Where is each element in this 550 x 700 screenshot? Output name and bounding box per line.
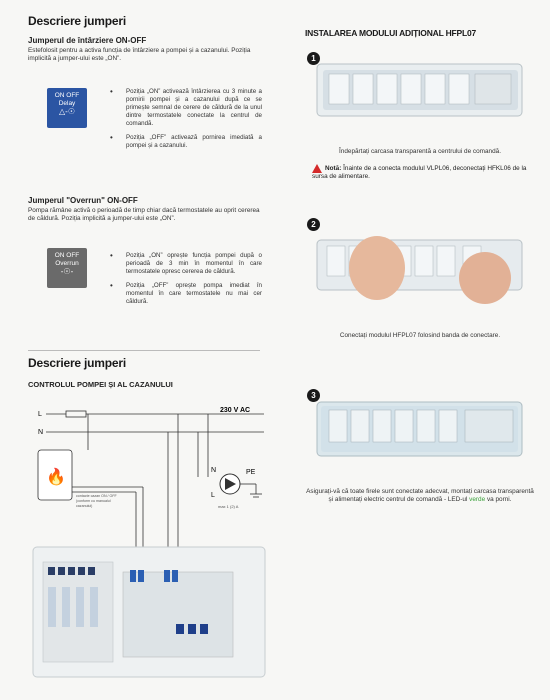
diagram-title: CONTROLUL POMPEI ȘI AL CAZANULUI: [28, 380, 173, 389]
step2-number: 2: [307, 218, 320, 231]
pump-icon: △-☉: [59, 107, 75, 116]
section-title-jumpers: Descriere jumperi: [28, 14, 126, 28]
overrun-bullets: [108, 252, 262, 312]
step3-number: 3: [307, 389, 320, 402]
overrun-block: [28, 196, 263, 223]
overrun-jumper-desc: Pompa rămâne activă o perioadă de timp chiar dacă termostatele au oprit cererea de căldură. Poziția implicită a jumper-ului este „ON”.: [28, 207, 260, 222]
overrun-bullet-off: • Poziția „OFF” oprește pompa imediat în momentul în care termostatele nu mai cer căldură.: [108, 282, 262, 306]
delay-bullet-on: • Poziția „ON” activează întârzierea cu 3 minute a pornirii pompei și a cazanului după ce se primește semnal de cerere de căldură de la unul dintre termostatele conectate la centrul de comandă.: [108, 88, 262, 128]
fuse: [66, 411, 86, 417]
step2-caption: Conectați modulul HFPL07 folosind banda de conectare.: [339, 332, 501, 339]
pump-N-label: N: [211, 467, 217, 474]
step3-caption-b: va porni.: [485, 496, 512, 503]
step1-number: 1: [307, 52, 320, 65]
delay-badge-line2: Delay: [58, 100, 76, 107]
step1-caption: Îndepărtați carcasa transparentă a centrului de comandă.: [339, 148, 501, 155]
left-column: [28, 14, 263, 63]
step3-caption-a: Asigurați-vă că toate firele sunt conectate adecvat, montați carcasa transparentă și alimentați electric centrul de comandă - LED-ul: [306, 488, 534, 503]
note: [312, 164, 532, 181]
note-label: Notă:: [325, 165, 342, 173]
note-text: Înainte de a conecta modulul VLPL06, deconectați HFKL06 de la sursa de alimentare.: [312, 165, 527, 181]
overrun-badge-line1: ON OFF: [54, 252, 80, 259]
wiring-diagram: [28, 402, 268, 694]
overrun-badge: [47, 248, 87, 288]
delay-bullets: [108, 88, 262, 156]
svg-text:(conform cu manualul: (conform cu manualul: [76, 499, 111, 503]
pump-PE-label: PE: [246, 469, 256, 476]
step3-caption-green: verde: [469, 496, 486, 503]
line-N-label: N: [38, 429, 44, 436]
fuse-note: max 1 (2) A: [218, 504, 239, 509]
hand-right: [459, 252, 511, 304]
voltage-label: 230 V AC: [220, 407, 251, 414]
overrun-bullet-on: • Poziția „ON” oprește funcția pompei după o perioadă de 3 min în momentul în care termostatele opresc cererea de căldură.: [108, 252, 262, 276]
step3-image: [315, 398, 525, 460]
section2: [28, 356, 173, 391]
install-title: INSTALAREA MODULUI ADIȚIONAL HFPL07: [305, 28, 477, 38]
overrun-jumper-title: Jumperul "Overrun" ON-OFF: [28, 196, 138, 205]
delay-jumper-desc: Estefolosit pentru a activa funcția de întârziere a pompei și a cazanului. Poziția implicită a jumper-ului este „ON”.: [28, 47, 251, 62]
svg-text:cazanului): cazanului): [76, 504, 93, 508]
pump-L-label: L: [211, 492, 215, 499]
section2-title: Descriere jumperi: [28, 356, 126, 370]
step1-image: [315, 60, 525, 120]
delay-bullet-off: • Poziția „OFF” activează pornirea imediată a pompei și a cazanului.: [108, 134, 262, 150]
delay-jumper-title: Jumperul de întârziere ON-OFF: [28, 36, 147, 45]
pump-icon: -☉-: [60, 267, 74, 276]
hand-left: [349, 236, 405, 300]
delay-badge: [47, 88, 87, 128]
boiler-note: contacte cazan ON / OFF: [76, 494, 117, 498]
overrun-badge-line2: Overrun: [55, 260, 79, 267]
step2-image: [315, 228, 525, 308]
warning-icon: [312, 164, 322, 173]
divider: [28, 350, 260, 351]
flame-icon: 🔥: [46, 469, 66, 486]
step3-caption: [305, 488, 535, 504]
delay-badge-line1: ON OFF: [54, 92, 80, 99]
line-L-label: L: [38, 411, 42, 418]
